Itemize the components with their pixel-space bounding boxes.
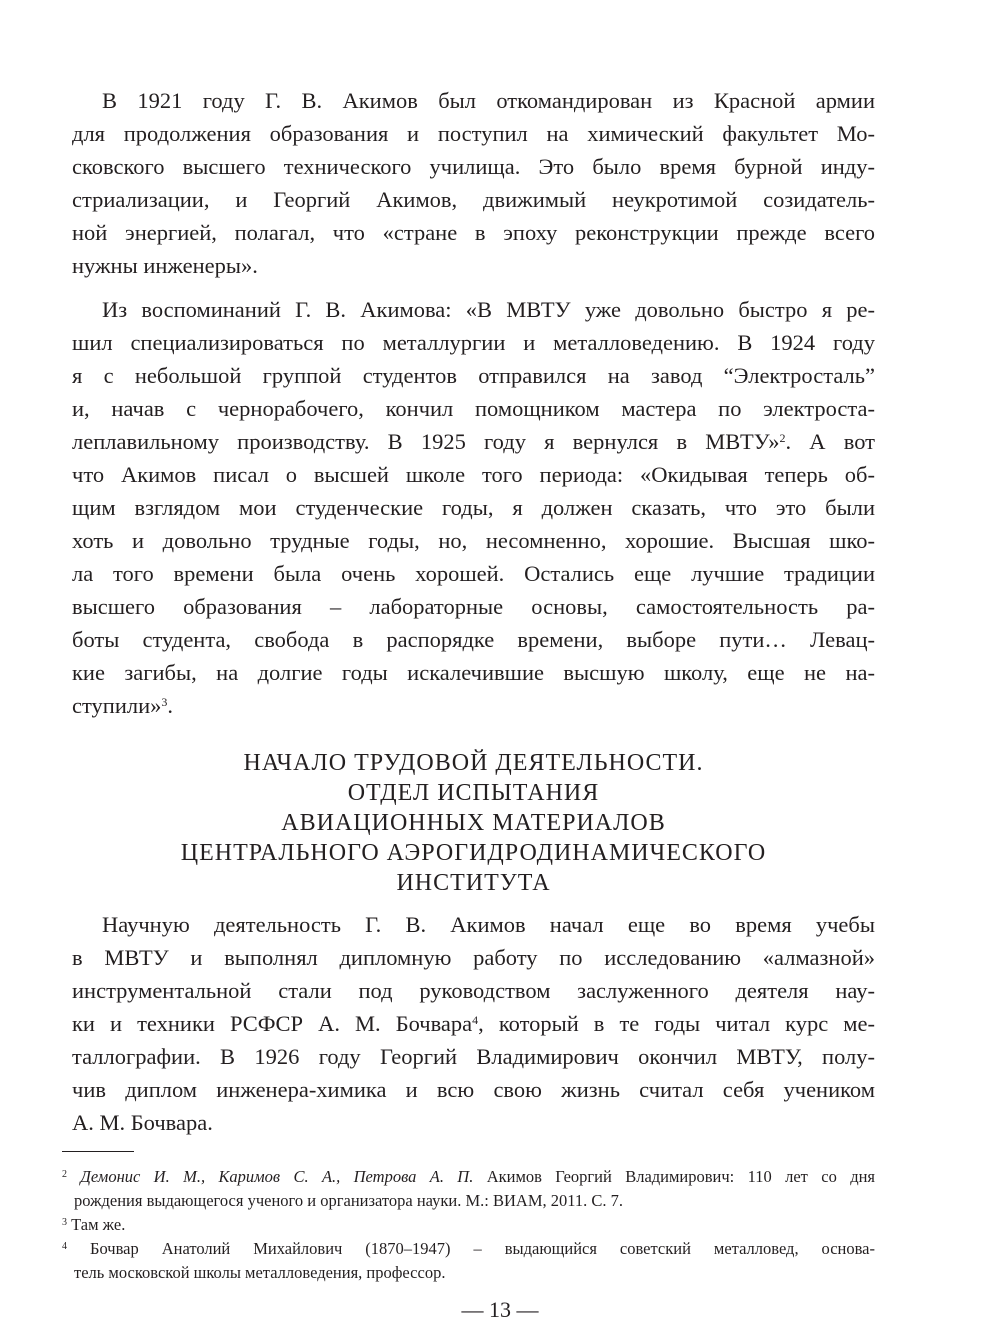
heading-line: НАЧАЛО ТРУДОВОЙ ДЕЯТЕЛЬНОСТИ. [243,750,704,776]
text-line: таллографии. В 1926 году Георгий Владимирович окончил МВТУ, полу- [72,1044,875,1069]
heading-line: ОТДЕЛ ИСПЫТАНИЯ [347,780,600,806]
footnote-line [62,1261,875,1285]
heading-line: ЦЕНТРАЛЬНОГО АЭРОГИДРОДИНАМИЧЕСКОГО [180,840,767,866]
footnote-line [62,1237,875,1261]
text-line: боты студента, свобода в распорядке времени, выборе пути… Левац- [72,627,875,652]
text-line: что Акимов писал о высшей школе того периода: «Окидывая теперь об- [72,462,875,487]
text-line: ступили»$^3$. [72,693,173,718]
text-line: Научную деятельность Г. В. Акимов начал еще во время учебы [102,912,875,937]
section-heading [72,748,875,898]
footnote-mark: 2 [62,1169,67,1180]
paragraph-3 [72,908,875,1139]
text-line: высшего образования – лабораторные основы, самостоятельность ра- [72,594,875,619]
footnotes [62,1165,875,1285]
text-line: ки и техники РСФСР А. М. Бочвара$^4$, который в те годы читал курс ме- [72,1011,875,1036]
footnote-divider [62,1151,134,1152]
footnote-mark: 4 [62,1241,67,1252]
text-line: нужны инженеры». [72,253,258,278]
text-line: сковского высшего технического училища. Это было время бурной инду- [72,154,875,179]
heading-line: ИНСТИТУТА [396,870,551,896]
text-line: стриализации, и Георгий Акимов, движимый неукротимой созидатель- [72,187,875,212]
footnote-text: Акимов Георгий Владимирович: 110 лет со дня [473,1167,876,1186]
footnote-mark: 3 [62,1217,67,1228]
footnote-3 [62,1213,875,1237]
footnote-ref: 2 [779,431,786,445]
text-line: для продолжения образования и поступил на химический факультет Мо- [72,121,875,146]
text-line: леплавильному производству. В 1925 году я вернулся в МВТУ»$^2$. А вот [72,429,875,454]
footnote-text: рождения выдающегося ученого и организатора науки. М.: ВИАМ, 2011. С. 7. [74,1191,624,1210]
text-line: ла того времени была очень хорошей. Остались еще лучшие традиции [72,561,875,586]
page-number: — 13 — [461,1297,539,1322]
footnote-line [62,1189,875,1213]
text-line: и, начав с чернорабочего, кончил помощником мастера по электроста- [72,396,875,421]
text-line: щим взглядом мои студенческие годы, я должен сказать, что это были [72,495,875,520]
footnote-ref: 4 [472,1013,479,1027]
footnote-text: тель московской школы металловедения, профессор. [74,1263,446,1282]
footnote-ref: 3 [161,695,168,709]
footnote-line [62,1165,875,1189]
heading-line: АВИАЦИОННЫХ МАТЕРИАЛОВ [281,810,666,836]
text-line: я с небольшой группой студентов отправился на завод “Электросталь” [72,363,875,388]
text-line: шил специализироваться по металлургии и металловедению. В 1924 году [72,330,875,355]
text-line: в МВТУ и выполнял дипломную работу по исследованию «алмазной» [72,945,875,970]
text-line: чив диплом инженера-химика и всю свою жизнь считал себя учеником [72,1077,875,1102]
footnote-2 [62,1165,875,1213]
text-line: кие загибы, на долгие годы искалечившие высшую школу, еще не на- [72,660,875,685]
page-body [62,84,876,1325]
footnote-line [62,1213,875,1237]
footnote-4 [62,1237,875,1285]
paragraph-2 [72,293,875,722]
footnote-text: Там же. [71,1215,126,1234]
text-line: Из воспоминаний Г. В. Акимова: «В МВТУ уже довольно быстро я ре- [102,297,875,322]
text-line: хоть и довольно трудные годы, но, несомненно, хорошие. Высшая шко- [72,528,875,553]
text-line: инструментальной стали под руководством заслуженного деятеля нау- [72,978,875,1003]
paragraph-1 [72,84,875,282]
text-line: ной энергией, полагал, что «стране в эпоху реконструкции прежде всего [72,220,875,245]
footnote-text: Бочвар Анатолий Михайлович (1870–1947) – выдающийся советский металловед, основа- [89,1239,876,1258]
text-line: А. М. Бочвара. [72,1110,213,1135]
footnote-authors: Демонис И. М., Каримов С. А., Петрова А. П. [80,1167,474,1186]
text-line: В 1921 году Г. В. Акимов был откомандирован из Красной армии [102,88,875,113]
